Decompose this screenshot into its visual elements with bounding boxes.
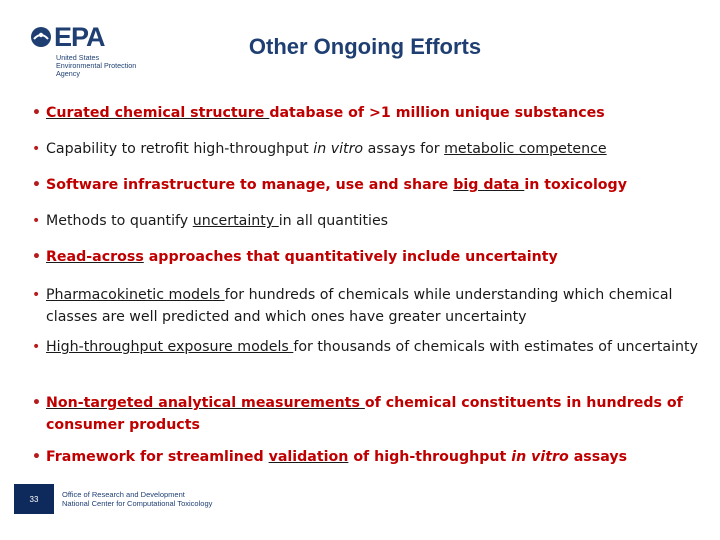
bullet-icon: • (32, 449, 41, 465)
bullet-item: • Curated chemical structure database of >1 million unique substances (32, 102, 702, 125)
bullet-item: • Methods to quantify uncertainty in all quantities (32, 210, 702, 233)
bullet-icon: • (32, 339, 41, 355)
bullet-icon: • (32, 141, 41, 157)
bullet-item: • Non-targeted analytical measurements of chemical constituents in hundreds of consumer products (32, 392, 702, 436)
footer (0, 484, 720, 514)
office-credit: Office of Research and Development National Center for Computational Toxicology (62, 490, 213, 508)
bullet-icon: • (32, 395, 41, 411)
bullet-icon: • (32, 213, 41, 229)
bullet-item: • Read-across approaches that quantitatively include uncertainty (32, 246, 702, 269)
epa-subtitle: United States Environmental Protection Agency (56, 53, 137, 78)
bullet-item: • Software infrastructure to manage, use and share big data in toxicology (32, 174, 702, 197)
bullet-item: • Capability to retrofit high-throughput in vitro assays for metabolic competence (32, 138, 702, 161)
bullet-icon: • (32, 177, 41, 193)
bullet-icon: • (32, 105, 41, 121)
epa-wordmark: EPA (54, 22, 105, 52)
bullet-item: • Pharmacokinetic models for hundreds of chemicals while understanding which chemical classes are well predicted and which ones have greater uncertainty (32, 284, 702, 328)
page-number: 33 (14, 484, 54, 514)
slide-title: Other Ongoing Efforts (248, 34, 482, 59)
bullet-icon: • (32, 287, 41, 303)
bullet-item: • Framework for streamlined validation of high-throughput in vitro assays (32, 446, 702, 469)
bullet-item: • High-throughput exposure models for thousands of chemicals with estimates of uncertainty (32, 336, 702, 358)
bullet-icon: • (32, 249, 41, 265)
